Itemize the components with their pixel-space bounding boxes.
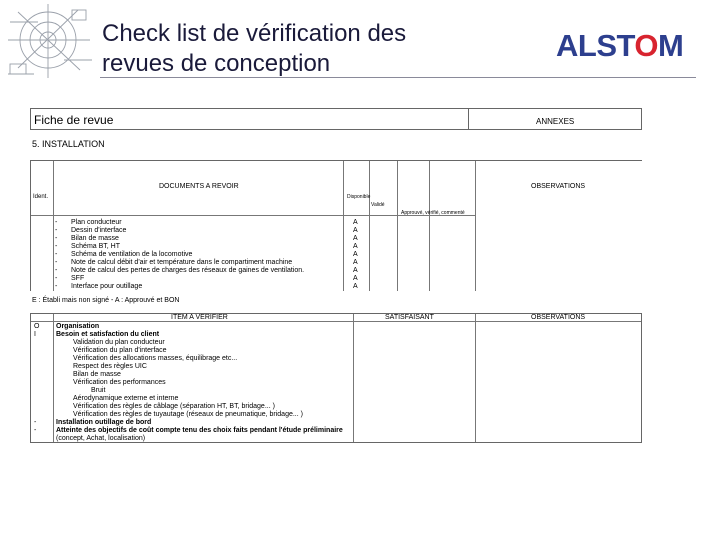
documents-table [30,160,642,291]
row-label: Interface pour outillage [71,283,143,290]
row-mark: I [34,331,36,338]
row-status: A [353,259,358,266]
row-text: (concept, Achat, localisation) [56,435,146,442]
table-row [31,395,641,403]
annexes-label: ANNEXES [536,117,575,126]
table-row [31,403,641,411]
fiche-label: Fiche de revue [34,113,114,127]
row-mark: O [34,323,40,330]
row-label: Bilan de masse [71,235,119,242]
row-label: Schéma de ventilation de la locomotive [71,251,193,258]
row-mark: - [55,251,58,258]
row-label: Schéma BT, HT [71,243,121,250]
row-text: Vérification des règles de tuyautage (réseaux de pneumatique, bridage... ) [73,411,303,418]
row-text: Organisation [56,323,100,330]
engineering-drawing-icon [4,2,96,80]
table-row [31,283,475,291]
table-row [31,371,641,379]
row-text: Aérodynamique externe et interne [73,395,179,402]
table-row [31,323,641,331]
row-text: Besoin et satisfaction du client [56,331,160,338]
row-label: Note de calcul des pertes de charges des réseaux de gaines de ventilation. [71,267,305,274]
table-row [31,435,641,443]
title-divider [100,77,696,78]
table-row [31,227,475,235]
rotated-header-3: Approuvé, vérifié, commenté [401,210,465,216]
items-table [30,313,642,443]
row-mark: - [55,259,58,266]
row-label: SFF [71,275,85,282]
brand-suffix: M [658,28,684,63]
table-row [31,419,641,427]
table-row [31,259,475,267]
row-mark: - [55,227,58,234]
brand-prefix: ALST [556,28,635,63]
col-observations-header: OBSERVATIONS [531,183,586,190]
row-status: A [353,243,358,250]
table-row [31,379,641,387]
row-mark: - [55,283,58,290]
brand-o: O [634,28,659,63]
row-mark: - [55,243,58,250]
row-mark: - [34,419,37,426]
table-row [31,355,641,363]
rotated-header-2: Validé [371,202,385,208]
table-row [31,363,641,371]
row-label: Note de calcul débit d'air et température dans le compartiment machine [71,259,293,266]
table-row [31,219,475,227]
row-status: A [353,267,358,274]
row-text: Validation du plan conducteur [73,339,165,346]
table-row [31,427,641,435]
col-satisfaisant-header: SATISFAISANT [385,314,434,321]
row-mark: - [55,235,58,242]
row-text: Vérification du plan d'interface [73,347,167,354]
row-text: Vérification des règles de câblage (séparation HT, BT, bridage... ) [73,403,275,410]
row-text: Vérification des performances [73,379,166,386]
table-row [31,387,641,395]
row-status: A [353,283,358,290]
brand-logo [556,28,683,64]
rotated-header-1: Disponible [347,194,371,200]
row-mark: - [34,427,37,434]
page-title-line2: revues de conception [102,50,331,77]
col-documents-header: DOCUMENTS A REVOIR [159,183,239,190]
table-row [31,243,475,251]
row-text: Installation outillage de bord [56,419,152,426]
row-label: Plan conducteur [71,219,122,226]
table-row [31,235,475,243]
row-mark: - [55,275,58,282]
row-status: A [353,251,358,258]
col-item-header: ITEM A VERIFIER [171,314,228,321]
row-text: Bruit [91,387,106,394]
row-status: A [353,219,358,226]
row-mark: - [55,219,58,226]
row-label: Dessin d'interface [71,227,127,234]
row-mark: - [55,267,58,274]
row-status: A [353,275,358,282]
table-row [31,411,641,419]
col-observations-header: OBSERVATIONS [531,314,586,321]
row-text: Bilan de masse [73,371,121,378]
table-row [31,251,475,259]
table-row [31,339,641,347]
row-text: Respect des règles UIC [73,363,147,370]
table-row [31,267,475,275]
fiche-divider [468,108,469,130]
page-title-line1: Check list de vérification des [102,20,407,47]
table-row [31,331,641,339]
col-ident-header: Ident. [33,194,49,200]
row-status: A [353,235,358,242]
table-row [31,275,475,283]
row-text: Atteinte des objectifs de coût compte tenu des choix faits pendant l'étude préliminaire [56,427,343,434]
row-status: A [353,227,358,234]
row-text: Vérification des allocations masses, équilibrage etc... [73,355,238,362]
table-row [31,347,641,355]
section-heading: 5. INSTALLATION [32,139,105,149]
legend-text: E : Établi mais non signé - A : Approuvé et BON [32,297,180,304]
